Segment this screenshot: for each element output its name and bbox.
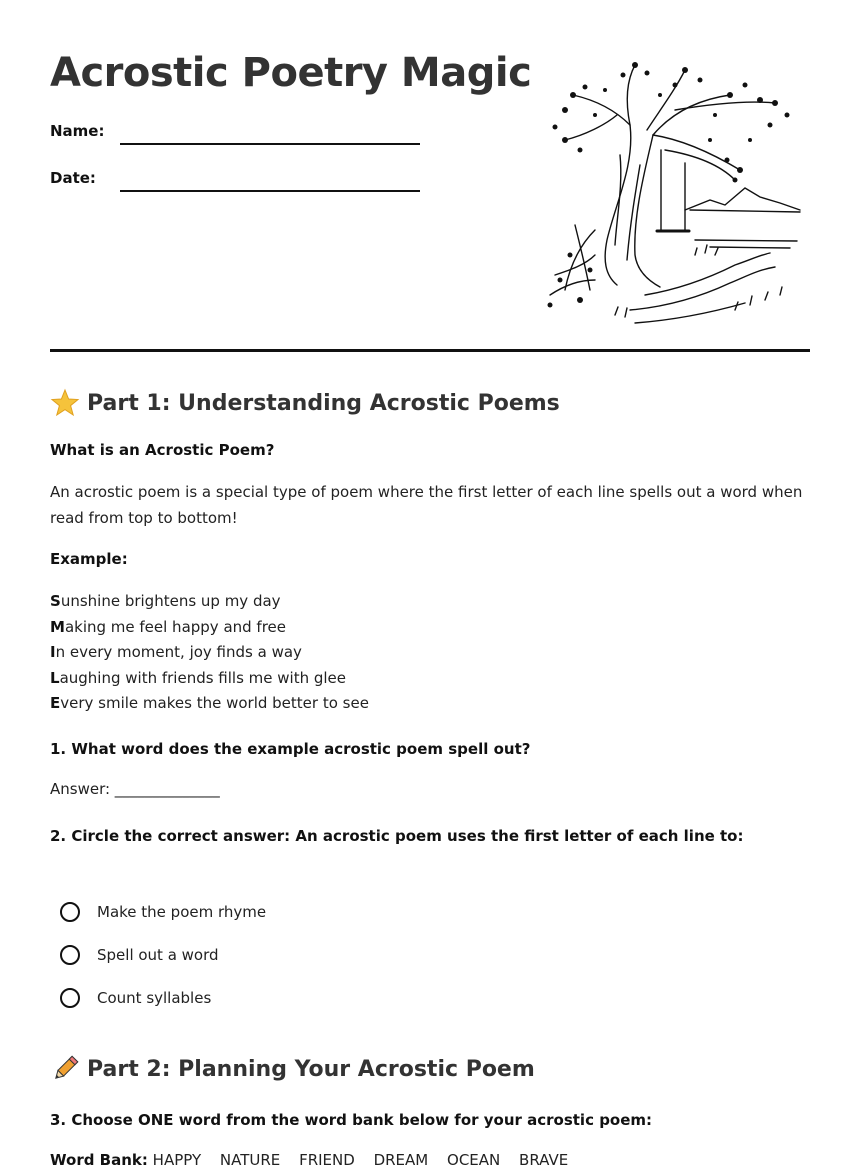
word-bank-word: BRAVE <box>519 1151 569 1169</box>
word-bank-label: Word Bank: <box>50 1151 148 1169</box>
name-label: Name: <box>50 122 105 140</box>
what-is-heading: What is an Acrostic Poem? <box>50 441 275 459</box>
question-1: 1. What word does the example acrostic poem spell out? <box>50 740 531 758</box>
radio-circle[interactable] <box>60 902 80 922</box>
radio-circle[interactable] <box>60 988 80 1008</box>
star-icon <box>50 388 80 418</box>
example-poem <box>50 589 369 717</box>
worksheet-title: Acrostic Poetry Magic <box>50 50 532 96</box>
option-syllables[interactable] <box>60 976 266 1019</box>
word-bank-word: DREAM <box>373 1151 429 1169</box>
definition-text: An acrostic poem is a special type of poem where the first letter of each line spells out a word when read from top to bottom! <box>50 483 803 527</box>
poem-line: In every moment, joy finds a way <box>50 643 302 661</box>
part1-heading-text: Part 1: Understanding Acrostic Poems <box>87 390 560 416</box>
answer-options <box>60 890 266 1019</box>
name-line[interactable] <box>120 143 420 145</box>
option-label: Spell out a word <box>97 945 219 964</box>
part1-heading <box>50 388 560 418</box>
poem-line: Sunshine brightens up my day <box>50 592 281 610</box>
option-label: Make the poem rhyme <box>97 902 267 921</box>
word-bank-word: FRIEND <box>299 1151 355 1169</box>
word-bank-word: NATURE <box>219 1151 281 1169</box>
date-line[interactable] <box>120 190 420 192</box>
question-3: 3. Choose ONE word from the word bank below for your acrostic poem: <box>50 1111 653 1129</box>
tree-swing-illustration <box>535 55 805 330</box>
date-label: Date: <box>50 169 96 187</box>
word-bank <box>50 1151 582 1169</box>
poem-line: Making me feel happy and free <box>50 617 287 636</box>
answer-blank[interactable]: Answer: ______________ <box>50 780 220 798</box>
poem-line: Laughing with friends fills me with glee <box>50 668 347 687</box>
word-bank-word: OCEAN <box>447 1151 501 1169</box>
date-field[interactable] <box>50 169 120 187</box>
pencil-icon <box>50 1054 80 1084</box>
header-divider <box>50 349 810 352</box>
poem-line: Every smile makes the world better to see <box>50 694 369 712</box>
option-rhyme[interactable] <box>60 890 266 933</box>
option-label: Count syllables <box>97 988 212 1007</box>
word-bank-word: HAPPY <box>152 1151 202 1169</box>
question-2: 2. Circle the correct answer: An acrostic poem uses the first letter of each line to: <box>50 827 744 845</box>
part2-heading <box>50 1054 535 1084</box>
name-field[interactable] <box>50 122 120 140</box>
part2-heading-text: Part 2: Planning Your Acrostic Poem <box>87 1056 535 1082</box>
option-spell-word[interactable] <box>60 933 266 976</box>
example-label: Example: <box>50 550 128 568</box>
radio-circle[interactable] <box>60 945 80 965</box>
